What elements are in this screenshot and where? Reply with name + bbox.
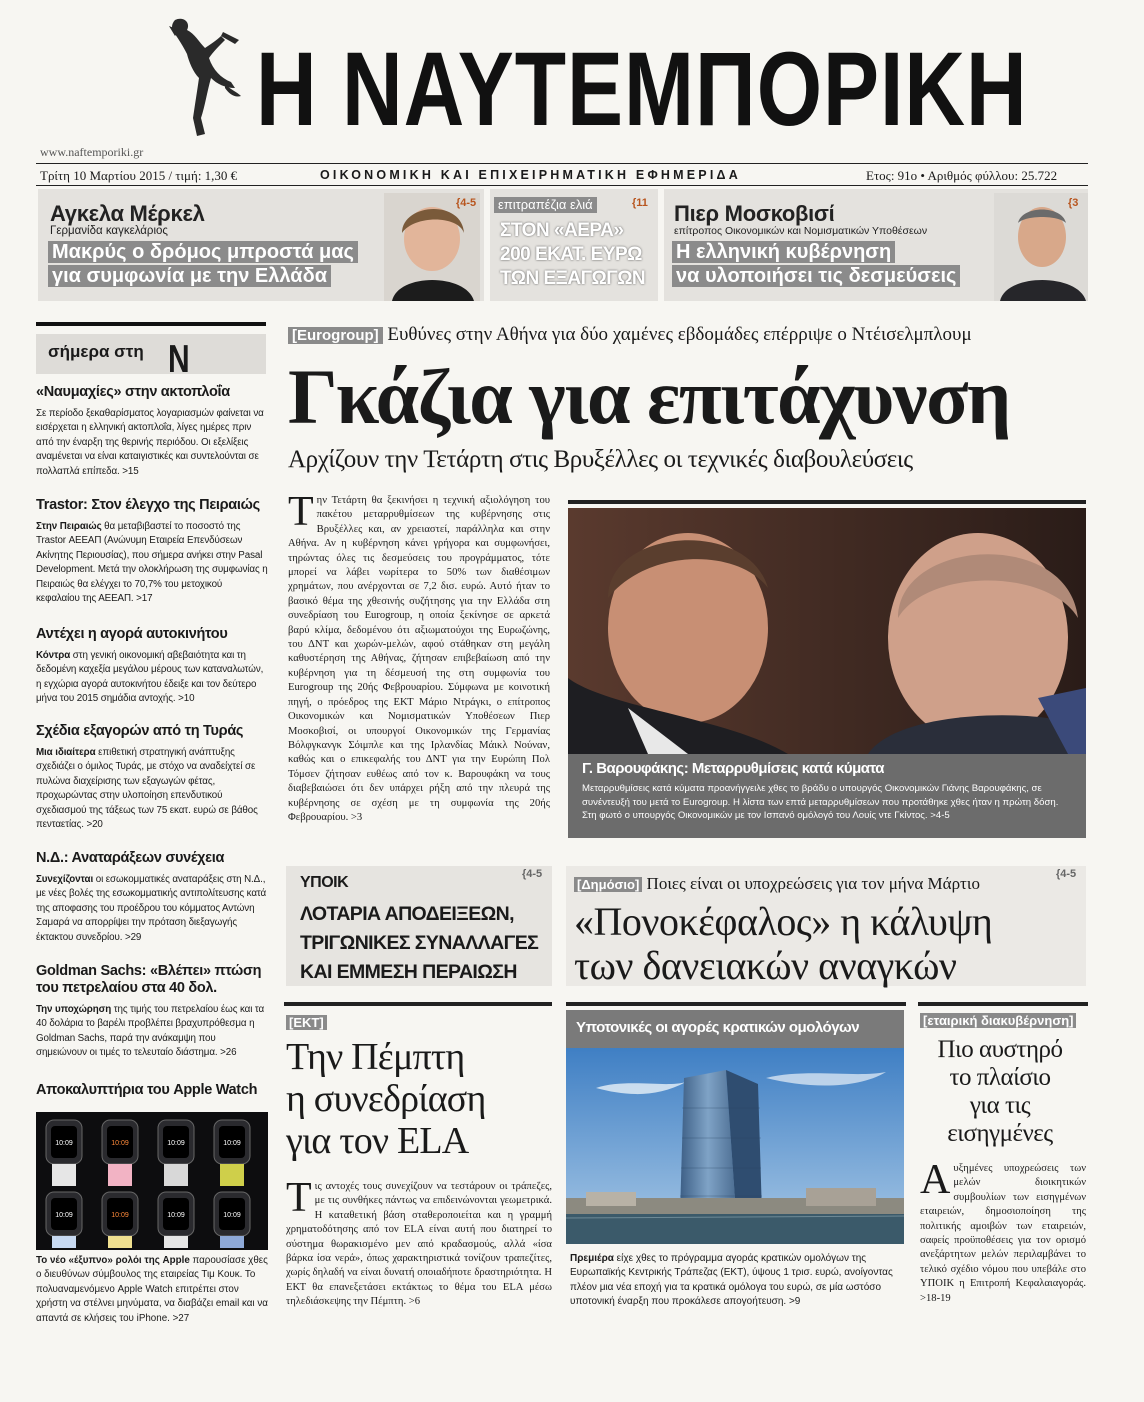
caption-text: είχε χθες το πρόγραμμα αγοράς κρατικών ομολόγων της Ευρωπαϊκής Κεντρικής Τράπεζας (ΕΚΤ), ύψους 1 τρισ. ευρώ, ανοίγοντας πλέον μια νέα εποχή για τα κρατικά ομόλογα του ευρώ, σε μία ωστόσο υποτονική έναρξη που προκάλεσε απογοήτευση. >9 — [570, 1253, 893, 1308]
brief-text: θα μεταβιβαστεί το ποσοστό της Trastor ΑΕΕΑΠ (Ανώνυμη Εταιρεία Επενδύσεων Ακίνητης Περιουσίας), που σήμερα ανήκει στην Pasal Development. Μετά την ολοκλήρωση της συμφωνίας η Πειραιώς θα ελέγχει το 70,7% του μετοχικού κεφαλαίου της ΑΕΕΑΠ. >17 — [36, 521, 268, 605]
brief-item[interactable] — [36, 850, 268, 945]
watch-screen-time: 10:09 — [111, 1140, 129, 1147]
brief-text: επιθετική στρατηγική ανάπτυξης σχεδιάζει ο όμιλος Τυράς, με στόχο να αναδείχτεί σε πυλώνα διαχείρισης των εξαγωγών φέτας, προχωρώντας στην υλοποίηση επενδυτικού σχεδιασμού της τάξεως των 75 εκατ. ευρώ σε βάθος πενταετίας. >20 — [36, 747, 258, 831]
varoufakis-de-guindos-photo — [568, 508, 1086, 754]
hermes-logo-figure — [165, 14, 245, 142]
body-text: ην Τετάρτη θα ξεκινήσει η τεχνική αξιολόγηση του πακέτου μεταρρυθμίσεων της κυβέρνησης στις Βρυξέλλες και, αν χρειαστεί, παράλληλα και στην Αθήνα. Αν η κυβέρνηση κάνει γρήγορα και συμφωνήσει, τηρώντας όλες τις δεσμεύσεις του προγράμματος, τότε μπορεί να λάβει νωρίτερα το 50% των διαθέσιμων χρημάτων, που ανέρχονται σε 7,2 δισ. ευρώ. Αυτό ήταν το βασικό θέμα της χθεσινής συζήτησης για την Ελλάδα στη συνεδρίαση του Eurogroup, η οποία ξεκίνησε σε αρκετά βαρύ κλίμα, δεδομένου ότι αξιωματούχοι της Ευρωζώνης, του ΔΝΤ και χωρών-μελών, αφού στάθηκαν στη μεγάλη καθυστέρηση της Αθήνας, ζήτησαν επιβεβαίωση από την κυβέρνηση για τη δέσμευσή της στη συμφωνία του Eurogroup της 20ής Φεβρουαρίου. Σύμφωνα με κοινοτική πηγή, ο πρόεδρος της ΕΚΤ Μάριο Ντράγκι, ο επίτροπος Οικονομικών και Νομισματικών Υποθέσεων Πιερ Μοσκοβισί, οι υπουργοί Οικονομικών της Γερμανίας Βόλφγκανγκ Σόιμπλε και της Ιρλανδίας Μάικλ Νούναν, καθώς και ο επικεφαλής του ΔΝΤ για την Ευρώπη Πολ Τόμσεν ζήτησαν ευθέως από τον κ. Βαρουφάκη να τους διαβεβαιώσει ότι δεν υπάρχει ρήξη από την πλευρά της κυβέρνησης σε σχέση με τη συμφωνία της 20ής Φεβρουαρίου. >3 — [288, 495, 550, 823]
watch-screen-time: 10:09 — [55, 1212, 73, 1219]
body-text: υξημένες υποχρεώσεις των μελών διοικητικών συμβουλίων των εισηγμένων εταιρειών, δημοσιοποίηση της πολιτικής αμοιβών των εταιρειών, σαφείς προϋποθέσεις για τον ορισμό ανεξάρτητων μελών περιλαμβάνει το τελικό σχέδιο νόμου που υπεβάλε στο ΥΠΟΙΚ η Επιτροπή Κεφαλαιαγοράς. >18-19 — [920, 1163, 1086, 1304]
brief-item[interactable] — [36, 384, 268, 479]
governance-rule — [918, 1002, 1088, 1006]
watch-screen-time: 10:09 — [167, 1212, 185, 1219]
teaser-headline-line: για συμφωνία με την Ελλάδα — [48, 265, 331, 287]
brief-lead: Συνεχίζονται — [36, 874, 94, 885]
ela-body — [286, 1175, 552, 1310]
masthead-rule-top — [36, 163, 1088, 164]
photo-rule — [568, 500, 1086, 504]
sidebar-top-rule — [36, 322, 266, 326]
headline-line: εισηγμένες — [947, 1120, 1053, 1147]
photo-caption-title: Γ. Βαρουφάκης: Μεταρρυθμίσεις κατά κύματα — [582, 760, 884, 777]
moscovici-portrait — [994, 193, 1088, 301]
ela-rule — [284, 1002, 552, 1006]
teaser-moscovici[interactable] — [664, 189, 1088, 301]
site-url[interactable]: www.naftemporiki.gr — [40, 145, 144, 159]
caption-text: παρουσίασε χθες ο διευθύνων σύμβουλος της εταιρείας Τιμ Κουκ. Το πολυαναμενόμενο Apple Watch επιτρέπει στον χρήστη να στέλνει μηνύματα, να διαβάζει email και να απαντά σε κλήσεις του iPhone. >27 — [36, 1255, 268, 1324]
apple-watch-caption — [36, 1254, 268, 1326]
brief-lead: Στην Πειραιώς — [36, 521, 102, 532]
teaser-role: επίτροπος Οικονομικών και Νομισματικών Υποθέσεων — [674, 225, 928, 237]
brief-item[interactable] — [36, 626, 268, 707]
headline-line: η συνεδρίαση — [286, 1078, 486, 1120]
section-tag: [Eurogroup] — [288, 327, 383, 344]
public-debt-headline — [574, 900, 1074, 988]
today-in-label: σήμερα στη — [48, 342, 144, 361]
teaser-headline-line: Η ελληνική κυβέρνηση — [672, 241, 895, 263]
ecb-caption — [570, 1252, 904, 1310]
teaser-headline-line: 200 ΕΚΑΤ. ΕΥΡΩ — [500, 244, 642, 265]
headline-line: Πιο αυστηρό — [937, 1036, 1063, 1063]
brief-item[interactable] — [36, 963, 268, 1061]
dropcap: Α — [920, 1157, 951, 1203]
main-subheadline: Αρχίζουν την Τετάρτη στις Βρυξέλλες οι τεχνικές διαβουλεύσεις — [288, 446, 913, 473]
watch-screen-time: 10:09 — [55, 1140, 73, 1147]
teaser-page-ref: {3 — [1068, 197, 1079, 209]
caption-lead: Το νέο «έξυπνο» ρολόι της Apple — [36, 1255, 190, 1266]
headline-line: το πλαίσιο — [949, 1064, 1051, 1091]
section-tag: [ΕΚΤ] — [286, 1015, 327, 1030]
teaser-name: Πιερ Μοσκοβισί — [674, 201, 835, 226]
brief-text: στη γενική οικονομική αβεβαιότητα και τη δεδομένη καχεξία μεγάλου μέρους των καταναλωτών, η εγχώρια αγορά αυτοκινήτου έδειξε και τον δεύτερο μήνα του 2015 σημάδια αντοχής. >10 — [36, 650, 264, 705]
brief-lead: Κόντρα — [36, 650, 71, 661]
teaser-page-ref: {11 — [632, 197, 648, 209]
brief-title: Ν.Δ.: Αναταράξεων συνέχεια — [36, 850, 225, 866]
teaser-page-ref: {4-5 — [456, 197, 477, 209]
headline-line: ΤΡΙΓΩΝΙΚΕΣ ΣΥΝΑΛΛΑΓΕΣ — [300, 932, 539, 954]
headline-line: «Πονοκέφαλος» η κάλυψη — [574, 899, 993, 944]
brief-title: «Ναυμαχίες» στην ακτοπλοΐα — [36, 384, 230, 400]
brief-text: οι εσωκομματικές αναταράξεις στη Ν.Δ., με νέες βολές της εσωκομματικής αντιπολίτευσης κατά της αποφασης του προέδρου του κόμματος Αντώνη Σαμαρά να απορρίψει την πρόταση διεξαγωγής έκτακτου συνεδρίου. >29 — [36, 874, 267, 943]
headline-line: για τον ELA — [286, 1120, 469, 1162]
brief-lead: Μια ιδιαίτερα — [36, 747, 96, 758]
brief-item[interactable] — [36, 723, 268, 832]
today-in-letter: N — [168, 338, 190, 381]
apple-watch-image — [36, 1112, 268, 1250]
merkel-portrait — [384, 193, 480, 301]
teaser-headline-line: ΤΩΝ ΕΞΑΓΩΓΩΝ — [500, 268, 646, 289]
headline-line: Την Πέμπτη — [286, 1036, 465, 1078]
body-text: ις αντοχές τους συνεχίζουν να τεστάρουν οι τράπεζες, με τις συνθήκες πάντως να επιδεινώνονται γεωμετρικά. Η καταθετική βάση σταθεροποιείται και η γραμμή χρηματοδότησης από τον ELA είναι αυτή που διατηρεί το σύστημα θωρακισμένο μεν από κραδασμούς, αλλά «ίσα βάρκα ίσα νερά», όπως χαρακτηριστικά τονίζουν τραπεζίτες, χωρίς δηλαδή να είναι δυνατή οποιαδήποτε δραστηριότητα. Η ΕΚΤ θα επανεξετάσει εκτάκτως το θέμα του ELA μέσω τηλεδιάσκεψης την Πέμπτη. >6 — [286, 1181, 552, 1308]
teaser-merkel[interactable] — [38, 189, 484, 301]
main-story-kicker — [288, 324, 1088, 346]
ecb-title[interactable]: Υποτονικές οι αγορές κρατικών ομολόγων — [576, 1019, 860, 1036]
watch-screen-time: 10:09 — [111, 1212, 129, 1219]
governance-headline[interactable] — [920, 1036, 1080, 1148]
brief-title: Goldman Sachs: «Βλέπει» πτώση του πετρελαίου στα 40 δολ. — [36, 963, 262, 996]
teaser-name: Αγκελα Μέρκελ — [50, 201, 205, 226]
ecb-rule — [566, 1002, 906, 1006]
brief-title: Σχέδια εξαγορών από τη Τυράς — [36, 723, 244, 739]
main-headline[interactable]: Γκάζια για επιτάχυνση — [288, 353, 1010, 440]
main-story-body — [288, 489, 550, 825]
kicker-text: Ποιες είναι οι υποχρεώσεις για τον μήνα Μάρτιο — [642, 874, 980, 893]
ecb-tower-photo — [566, 1048, 904, 1244]
caption-lead: Πρεμιέρα — [570, 1253, 614, 1264]
watch-screen-time: 10:09 — [167, 1140, 185, 1147]
ypoik-headline — [300, 900, 550, 987]
section-tag: [εταιρική διακυβέρνηση] — [920, 1013, 1076, 1028]
brief-title: Trastor: Στον έλεγχο της Πειραιώς — [36, 497, 260, 513]
watch-screen-time: 10:09 — [223, 1212, 241, 1219]
headline-line: των δανειακών αναγκών — [574, 943, 957, 988]
brief-item[interactable] — [36, 1082, 268, 1105]
teaser-headline-line: ΣΤΟΝ «ΑΕΡΑ» — [500, 220, 624, 241]
brief-title: Αντέχει η αγορά αυτοκινήτου — [36, 626, 228, 642]
watch-screen-time: 10:09 — [223, 1140, 241, 1147]
teaser-kicker: επιτραπέζια ελιά — [494, 197, 597, 213]
page-ref: {4-5 — [1056, 868, 1077, 880]
brief-item[interactable] — [36, 497, 268, 606]
kicker-text: Ευθύνες στην Αθήνα για δύο χαμένες εβδομάδες επέρριψε ο Ντέισελμπλουμ — [382, 324, 972, 345]
brief-text: Σε περίοδο ξεκαθαρίσματος λογαριασμών φαίνεται να εισέρχεται η ελληνική ακτοπλοΐα, λίγες ημέρες πριν από την έναρξη της θερινής περιόδου. Οι εξελίξεις αναμένεται να είναι καταιγιστικές και συντελούνται σε πολλαπλά επίπεδα. >15 — [36, 408, 264, 477]
teaser-headline-line: να υλοποιήσει τις δεσμεύσεις — [672, 265, 960, 287]
teaser-table-olives[interactable] — [490, 189, 658, 301]
headline-line: για τις — [969, 1092, 1031, 1119]
headline-line: ΚΑΙ ΕΜΜΕΣΗ ΠΕΡΑΙΩΣΗ — [300, 961, 517, 983]
dropcap: Τ — [288, 489, 314, 535]
teaser-headline-line: Μακρύς ο δρόμος μπροστά μας — [48, 241, 358, 263]
headline-line: ΛΟΤΑΡΙΑ ΑΠΟΔΕΙΞΕΩΝ, — [300, 903, 514, 925]
masthead-rule-bottom — [36, 185, 1088, 186]
masthead-tagline: ΟΙΚΟΝΟΜΙΚΗ ΚΑΙ ΕΠΙΧΕΙΡΗΜΑΤΙΚΗ ΕΦΗΜΕΡΙΔΑ — [320, 168, 741, 182]
photo-caption-text: Μεταρρυθμίσεις κατά κύματα προανήγγειλε χθες το βράδυ ο υπουργός Οικονομικών Γιάνης Βαρουφάκης, σε συνέντευξή του μετά το Eurogroup. Η λίστα των επτά μεταρρυθμίσεων που προτάθηκε χθες ήταν η πρώτη δόση. Στη φωτό ο υπουργός Οικονομικών με τον Ισπανό ομόλογό του Λουίς ντε Γκίντος. >4-5 — [582, 783, 1059, 821]
teaser-role: Γερμανίδα καγκελάριος — [50, 225, 168, 237]
issue-date-price: Τρίτη 10 Μαρτίου 2015 / τιμή: 1,30 € — [40, 168, 238, 183]
ela-headline[interactable] — [286, 1036, 554, 1162]
governance-body — [920, 1157, 1086, 1306]
public-debt-kicker — [574, 874, 980, 894]
ypoik-label: ΥΠΟΙΚ — [300, 874, 349, 891]
masthead-title: Η ΝΑΥΤΕΜΠΟΡΙΚΗ — [256, 29, 1028, 148]
brief-lead: Την υποχώρηση — [36, 1004, 112, 1015]
brief-title: Αποκαλυπτήρια του Apple Watch — [36, 1082, 258, 1098]
section-tag: [Δημόσιο] — [574, 877, 642, 892]
brief-text: της τιμής του πετρελαίου έως και τα 40 δολάρια το βαρέλι προβλέπει βραχυπρόθεσμα η Goldman Sachs, παρά την ανάκαμψη που σημειώνουν οι τιμές το τελευταίο διάστημα. >26 — [36, 1004, 265, 1059]
page-ref: {4-5 — [522, 868, 543, 880]
dropcap: Τ — [286, 1175, 312, 1221]
issue-number: Ετος: 91ο • Αριθμός φύλλου: 25.722 — [866, 168, 1058, 183]
